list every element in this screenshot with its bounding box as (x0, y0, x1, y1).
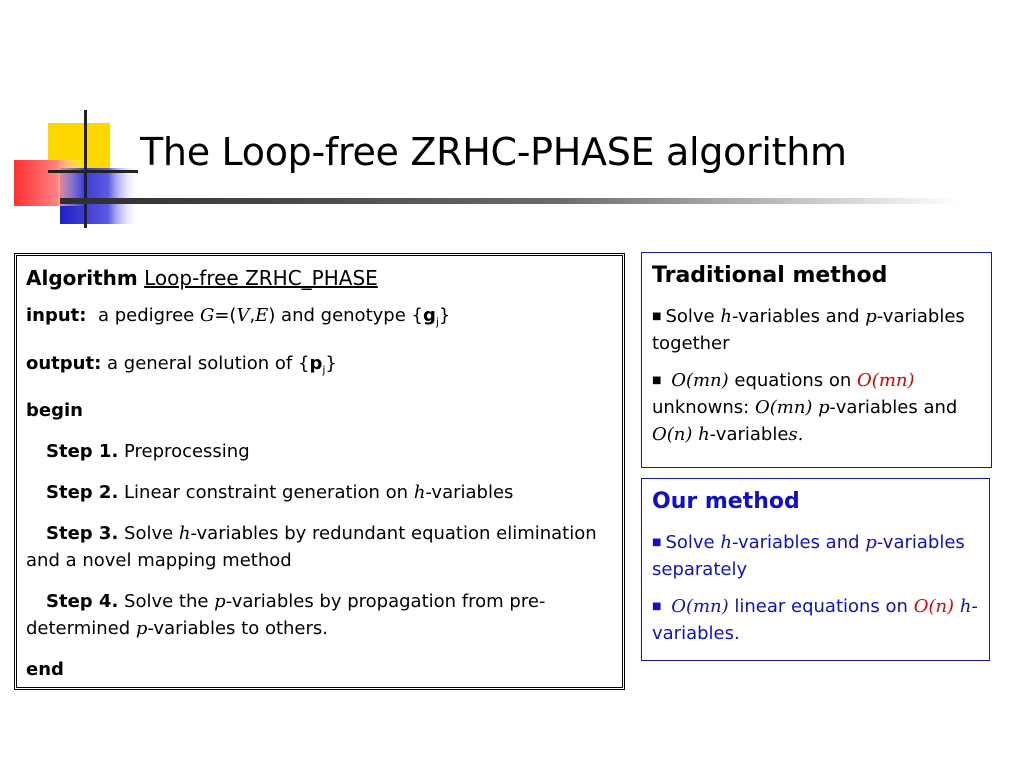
algorithm-end: end (26, 659, 64, 681)
algorithm-step-4: Step 4. Solve the p-variables by propagation from pre-determined p-variables to others. (26, 591, 546, 640)
algorithm-keyword: Algorithm (26, 266, 138, 290)
bullet-icon: ■ (652, 311, 662, 322)
logo-horizontal-line (48, 170, 138, 173)
our-method-box (641, 478, 990, 661)
bullet-icon: ■ (652, 537, 662, 548)
algorithm-input: input: a pedigree G=(V,E) and genotype $\{g_j\}$ (26, 305, 451, 329)
title-divider (60, 198, 960, 204)
page-title: The Loop-free ZRHC-PHASE algorithm (140, 130, 847, 174)
algorithm-box (14, 253, 625, 690)
algorithm-step-3: Step 3. Solve h-variables by redundant equation elimination and a novel mapping method (26, 523, 597, 572)
algorithm-step-2: Step 2. Linear constraint generation on h-variables (46, 482, 514, 504)
traditional-bullet-1: ■ Solve h-variables and p-variables together (652, 306, 965, 354)
algorithm-name: Loop-free ZRHC_PHASE (144, 266, 378, 290)
our-method-bullet-2: ■ O(mn) linear equations on O(n) h-variables. (652, 596, 978, 644)
algorithm-begin: begin (26, 400, 83, 422)
our-method-heading: Our method (652, 489, 800, 514)
algorithm-output: output: a general solution of $\{p_j\}$ (26, 352, 337, 377)
slide-logo-icon (0, 0, 140, 240)
traditional-method-box (641, 252, 992, 468)
traditional-heading: Traditional method (652, 263, 888, 288)
bullet-icon: ■ (652, 375, 662, 386)
algorithm-step-1: Step 1. Preprocessing (46, 441, 250, 463)
traditional-bullet-2: ■ O(mn) equations on O(mn) unknowns: O(mn) p-variables and O(n) h-variables. (652, 370, 958, 445)
logo-vertical-line (84, 110, 87, 228)
algorithm-header (26, 265, 614, 292)
our-method-bullet-1: ■ Solve h-variables and p-variables separately (652, 532, 965, 580)
bullet-icon: ■ (652, 601, 662, 612)
